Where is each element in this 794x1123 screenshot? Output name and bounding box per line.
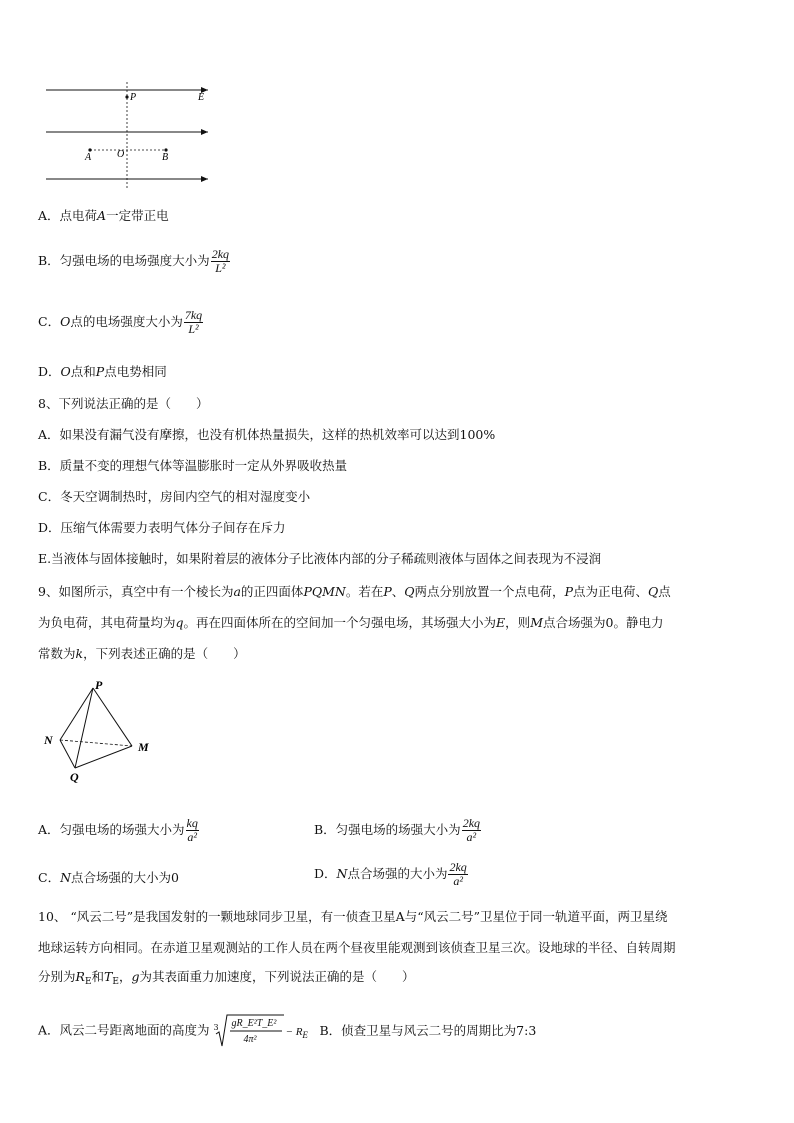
text: 分别为	[38, 969, 76, 984]
q10-option-b: B．侦查卫星与风云二号的周期比为7:3	[319, 1022, 537, 1038]
text: 。若在	[345, 584, 384, 599]
q7-option-d-var2: P	[95, 364, 105, 379]
q10-stem-line2: 地球运转方向相同。在赤道卫星观测站的工作人员在两个昼夜里能观测到该侦查卫星三次。设地球的半径、自转周期	[38, 940, 676, 955]
q7-option-c-text2: 点的电场强度大小为	[70, 314, 183, 329]
q9-option-d-var: N	[336, 866, 348, 881]
q10-stem-line3	[38, 969, 415, 990]
subscript: E	[84, 977, 92, 987]
q9-option-d-fraction	[448, 861, 467, 888]
text: 为其表面重力加速度，下列说法正确的是（ ）	[139, 969, 415, 984]
fraction-denominator: a²	[187, 830, 197, 844]
label-n: N	[44, 733, 53, 747]
label-b: B	[162, 152, 169, 163]
q9-option-c-text2: 点合场强的大小为0	[71, 870, 179, 885]
q9-option-c-text1: C．	[38, 870, 61, 885]
q10-option-a	[38, 1014, 536, 1048]
q7-option-d-text2: 点和	[70, 364, 96, 379]
q9-stem-line3	[38, 646, 246, 662]
q9-option-c-var: N	[60, 870, 72, 885]
q8-option-b: B．质量不变的理想气体等温膨胀时一定从外界吸收热量	[38, 458, 348, 473]
q8-option-a: A．如果没有漏气没有摩擦，也没有机体热量损失，这样的热机效率可以达到100%	[38, 427, 496, 442]
subscript: E	[302, 1030, 308, 1040]
label-p: P	[95, 678, 103, 692]
field-diagram	[40, 80, 220, 192]
q10-option-a-text: A．风云二号距离地面的高度为	[38, 1022, 210, 1038]
q9-option-c	[38, 870, 179, 886]
text: 点为正电荷、	[572, 584, 648, 599]
edge-qm	[75, 746, 132, 768]
q9-option-b	[314, 817, 482, 844]
q7-option-d-text1: D．	[38, 364, 61, 379]
q10-stem-line1: 10、 “风云二号”是我国发射的一颗地球同步卫星，有一侦查卫星A与“风云二号”卫星位于同一轨道平面，两卫星绕	[38, 909, 668, 924]
q7-option-b	[38, 248, 231, 275]
q7-option-b-text: B．匀强电场的电场强度大小为	[38, 253, 210, 268]
point-p	[125, 95, 128, 98]
label-m: M	[138, 740, 149, 754]
fraction-denominator: L²	[188, 322, 199, 336]
var: a	[233, 584, 241, 599]
label-p: P	[130, 92, 137, 103]
text: 的正四面体	[240, 584, 304, 599]
var: k	[75, 646, 84, 661]
fraction-denominator: a²	[466, 830, 477, 844]
q7-option-d-text3: 点电势相同	[104, 364, 167, 379]
q7-option-b-fraction	[211, 248, 230, 275]
edge-pn	[60, 688, 93, 740]
q9-option-a	[38, 817, 200, 844]
fraction-numerator: 2kq	[449, 860, 467, 874]
fraction-numerator: kq	[186, 816, 198, 830]
edge-pm	[93, 688, 132, 746]
edge-nq	[60, 740, 75, 768]
label-a: A	[85, 152, 92, 163]
q8-option-e: E.当液体与固体接触时，如果附着层的液体分子比液体内部的分子稀疏则液体与固体之间表现为不浸润	[38, 551, 602, 566]
fraction-numerator: 7kq	[184, 308, 203, 322]
var: T	[104, 969, 113, 984]
q7-option-c-fraction	[184, 309, 203, 336]
q7-option-c-text1: C．	[38, 314, 61, 329]
text: 点	[658, 584, 671, 599]
text: ，下列表述正确的是（ ）	[83, 646, 246, 661]
q7-option-a-var: A	[97, 208, 107, 223]
edge-pq	[75, 688, 93, 768]
label-q: Q	[70, 770, 79, 784]
q8-stem: 8、下列说法正确的是（ ）	[38, 396, 209, 411]
var: g	[131, 969, 140, 984]
tetrahedron-diagram	[40, 678, 170, 786]
fraction-denominator: 4π²	[243, 1034, 257, 1045]
q7-option-a-text2: 一定带正电	[106, 208, 169, 223]
fraction-numerator: 2kq	[462, 816, 481, 830]
var: R	[75, 969, 85, 984]
q8-option-c: C．冬天空调制热时，房间内空气的相对湿度变小	[38, 489, 311, 504]
text: 和	[91, 969, 105, 984]
text: 点合场强为0。静电力	[543, 615, 664, 630]
minus-re	[286, 1024, 308, 1043]
q8-option-d: D．压缩气体需要力表明气体分子间存在斥力	[38, 520, 286, 535]
q7-option-c-var: O	[60, 314, 71, 329]
q9-option-b-text: B．匀强电场的场强大小为	[314, 822, 461, 837]
text: 。再在四面体所在的空间加一个匀强电场，其场强大小为	[183, 615, 497, 630]
text: ，则	[505, 615, 531, 630]
var: E	[496, 615, 506, 630]
var: PQMN	[303, 584, 346, 599]
fraction-denominator: a²	[453, 874, 463, 888]
minus-r: − R	[285, 1026, 303, 1038]
text: 常数为	[38, 646, 76, 661]
var: P	[383, 584, 392, 599]
text: 、	[391, 584, 405, 599]
text: 为负电荷，其电荷量均为	[38, 615, 176, 630]
subscript: E	[112, 977, 119, 987]
var: q	[175, 615, 184, 630]
text: 9、如图所示，真空中有一个棱长为	[38, 584, 234, 599]
var: Q	[648, 584, 659, 599]
q7-option-a	[38, 208, 169, 224]
q9-option-a-text: A．匀强电场的场强大小为	[38, 822, 185, 837]
var: M	[530, 615, 543, 630]
q9-option-d-text2: 点合场强的大小为	[347, 866, 448, 881]
q7-option-d	[38, 364, 167, 380]
fraction-numerator: gR_E²T_E²	[231, 1018, 277, 1029]
q7-option-a-text1: A．点电荷	[38, 208, 98, 223]
root-index: 3	[213, 1023, 219, 1032]
label-e: E	[198, 92, 205, 103]
q9-option-a-fraction	[186, 817, 199, 844]
label-o: O	[117, 149, 125, 160]
var: Q	[404, 584, 415, 599]
q9-option-b-fraction	[462, 817, 481, 844]
q7-option-d-var1: O	[60, 364, 71, 379]
cube-root-expression	[214, 1014, 312, 1048]
q9-option-d	[314, 861, 469, 888]
fraction-denominator: L²	[215, 261, 226, 275]
text: ，	[118, 969, 132, 984]
fraction-numerator: 2kq	[211, 247, 230, 261]
var: P	[564, 584, 573, 599]
q9-option-d-text1: D．	[314, 866, 337, 881]
q7-option-c	[38, 309, 204, 336]
q9-stem-line2	[38, 615, 663, 631]
text: 两点分别放置一个点电荷，	[414, 584, 565, 599]
q9-stem-line1	[38, 584, 671, 600]
edge-nm-hidden	[60, 740, 132, 746]
